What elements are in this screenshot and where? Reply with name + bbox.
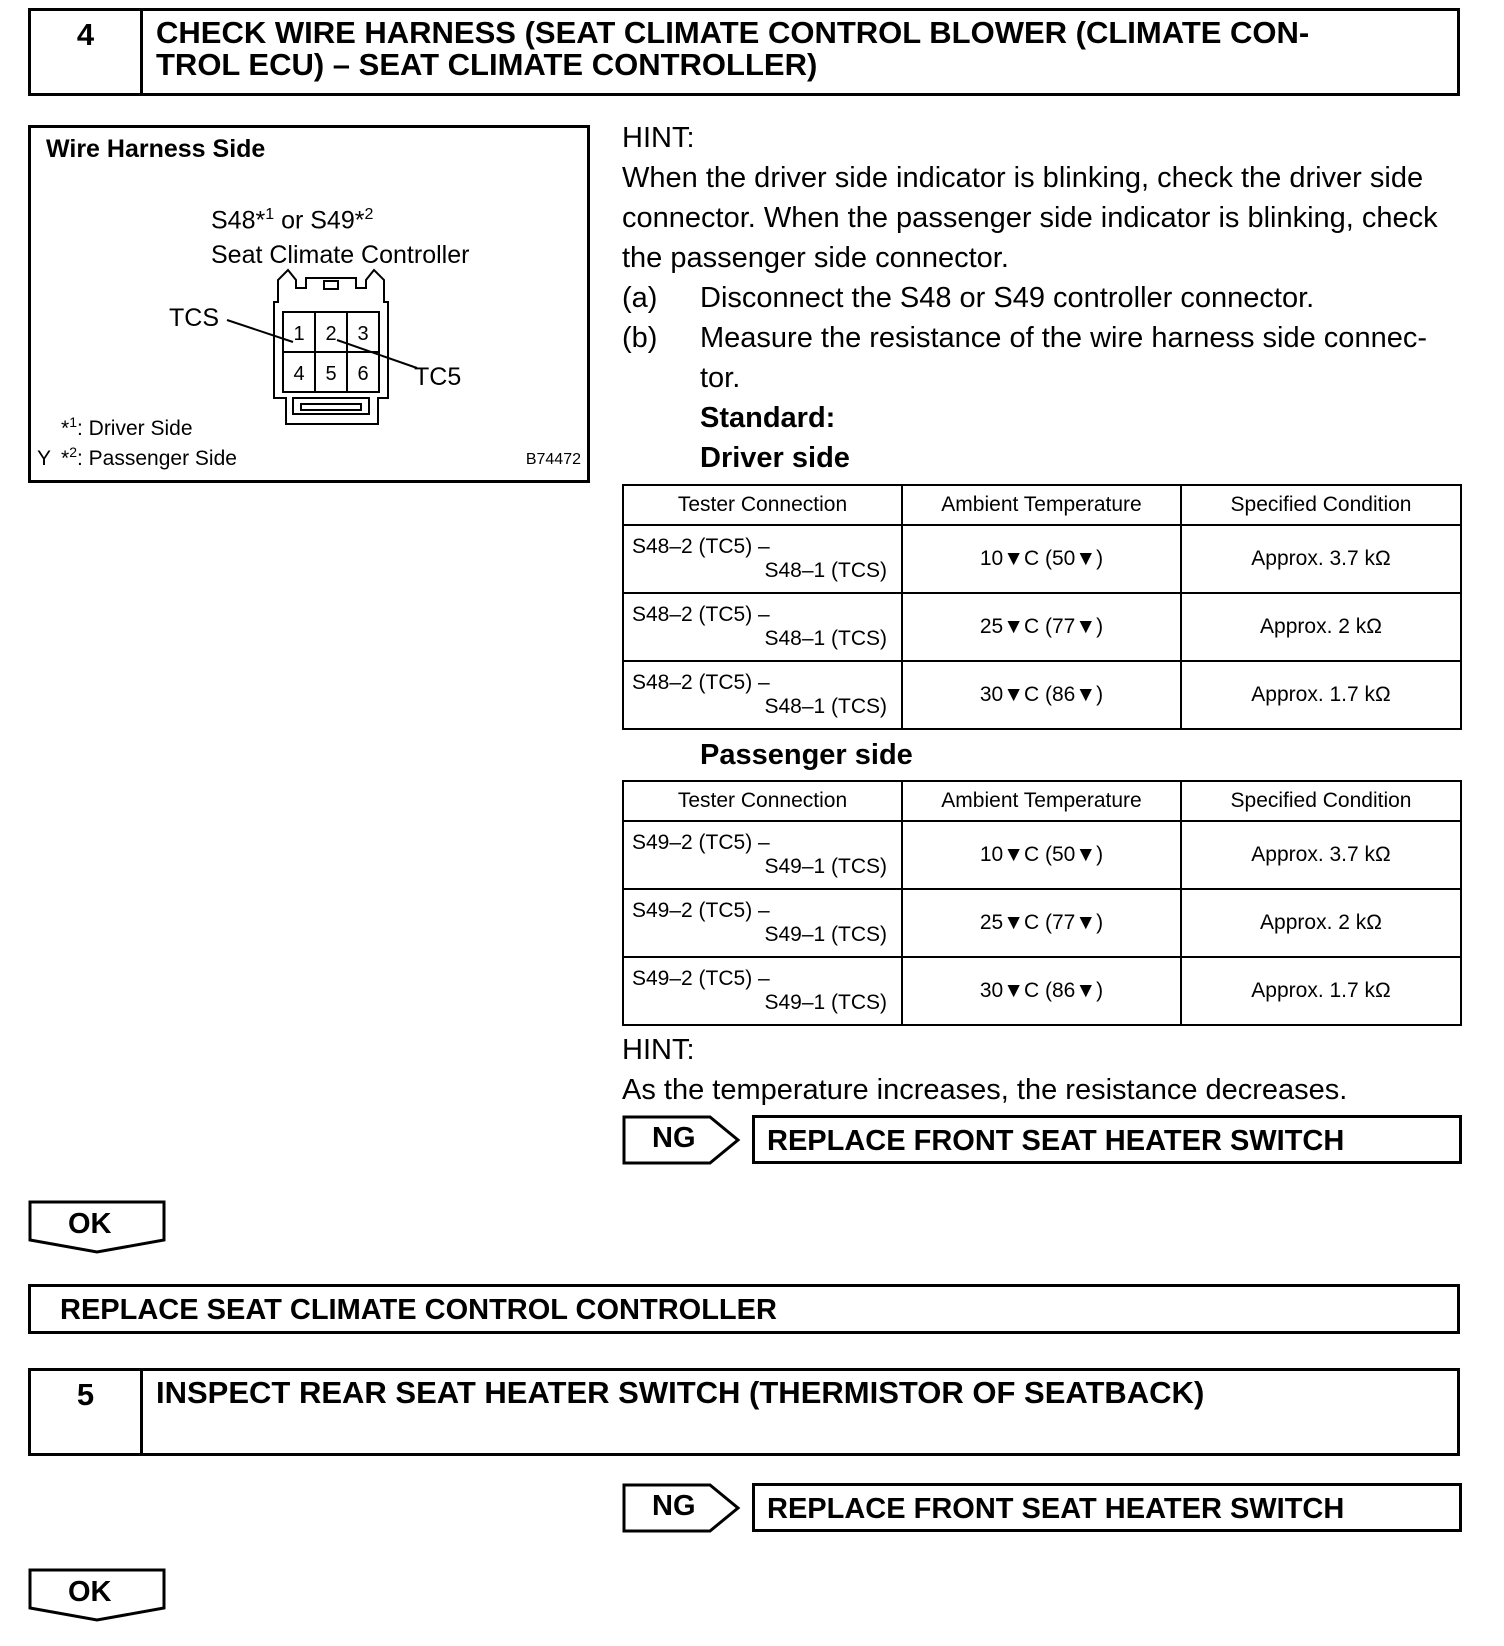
ng-branch-1 xyxy=(622,1115,1462,1165)
temperature-cell: 10▼C (50▼) xyxy=(902,821,1181,889)
hint2-text: As the temperature increases, the resistance decreases. xyxy=(622,1074,1348,1106)
tcs-label: TCS xyxy=(169,304,219,332)
ok-branch-2 xyxy=(28,1568,168,1624)
tester-connection-cell: S49–2 (TC5) – S49–1 (TCS) xyxy=(623,889,902,957)
ok-label: OK xyxy=(68,1208,112,1240)
diagram-title: Wire Harness Side xyxy=(46,135,266,163)
header-specified-condition: Specified Condition xyxy=(1181,485,1461,525)
header-specified-condition: Specified Condition xyxy=(1181,781,1461,821)
tester-connection-cell: S48–2 (TC5) – S48–1 (TCS) xyxy=(623,593,902,661)
ng-label: NG xyxy=(652,1490,696,1522)
step-title: CHECK WIRE HARNESS (SEAT CLIMATE CONTROL BLOWER (CLIMATE CON- TROL ECU) – SEAT CLIMATE CONTROLLER) xyxy=(156,15,1310,82)
temperature-cell: 10▼C (50▼) xyxy=(902,525,1181,593)
tester-connection-cell: S49–2 (TC5) – S49–1 (TCS) xyxy=(623,957,902,1025)
tester-connection-cell: S49–2 (TC5) – S49–1 (TCS) xyxy=(623,821,902,889)
passenger-side-table xyxy=(622,780,1462,1026)
pin-1: 1 xyxy=(293,323,305,345)
standard-label: Standard: xyxy=(700,402,836,434)
pin-4: 4 xyxy=(293,363,305,385)
step-a-text: Disconnect the S48 or S49 controller connector. xyxy=(700,282,1315,314)
table-row xyxy=(623,821,1461,889)
connector-name: S48*$^1$ or S49*$^2$ xyxy=(211,206,374,235)
step-number: 4 xyxy=(31,11,143,93)
tc5-label: TC5 xyxy=(414,363,462,391)
step-a-marker: (a) xyxy=(622,282,658,314)
hint-line-1: When the driver side indicator is blinking, check the driver side xyxy=(622,162,1424,194)
pin-5: 5 xyxy=(325,363,337,385)
tester-connection-cell: S48–2 (TC5) – S48–1 (TCS) xyxy=(623,661,902,729)
step-title: INSPECT REAR SEAT HEATER SWITCH (THERMISTOR OF SEATBACK) xyxy=(156,1375,1205,1410)
driver-side-label: Driver side xyxy=(700,442,850,474)
note-passenger-side: Y *$^2$: Passenger Side xyxy=(37,444,237,470)
table-row xyxy=(623,661,1461,729)
result-replace-controller: REPLACE SEAT CLIMATE CONTROL CONTROLLER xyxy=(28,1284,1460,1334)
passenger-side-label: Passenger side xyxy=(700,739,913,771)
ng-action: REPLACE FRONT SEAT HEATER SWITCH xyxy=(752,1115,1462,1164)
hint2-label: HINT: xyxy=(622,1034,695,1066)
ng-label: NG xyxy=(652,1122,696,1154)
condition-cell: Approx. 2 kΩ xyxy=(1181,889,1461,957)
note-driver-side: *$^1$: Driver Side xyxy=(61,414,193,440)
step-number: 5 xyxy=(31,1371,143,1453)
ng-action: REPLACE FRONT SEAT HEATER SWITCH xyxy=(752,1483,1462,1532)
condition-cell: Approx. 3.7 kΩ xyxy=(1181,821,1461,889)
step-5-header xyxy=(28,1368,1460,1456)
step-b-line-1: Measure the resistance of the wire harness side connec- xyxy=(700,322,1427,354)
header-ambient-temperature: Ambient Temperature xyxy=(902,781,1181,821)
header-tester-connection: Tester Connection xyxy=(623,781,902,821)
connector-description: Seat Climate Controller xyxy=(211,241,470,269)
step-4-header xyxy=(28,8,1460,96)
temperature-cell: 25▼C (77▼) xyxy=(902,889,1181,957)
ok-branch-1 xyxy=(28,1200,168,1256)
condition-cell: Approx. 1.7 kΩ xyxy=(1181,661,1461,729)
pin-2: 2 xyxy=(325,323,337,345)
table-header-row xyxy=(623,485,1461,525)
header-tester-connection: Tester Connection xyxy=(623,485,902,525)
temperature-cell: 25▼C (77▼) xyxy=(902,593,1181,661)
condition-cell: Approx. 1.7 kΩ xyxy=(1181,957,1461,1025)
hint-label: HINT: xyxy=(622,122,695,154)
header-ambient-temperature: Ambient Temperature xyxy=(902,485,1181,525)
table-row xyxy=(623,593,1461,661)
wire-harness-diagram xyxy=(28,125,590,483)
figure-code: B74472 xyxy=(525,451,581,468)
driver-side-table xyxy=(622,484,1462,730)
table-header-row xyxy=(623,781,1461,821)
condition-cell: Approx. 3.7 kΩ xyxy=(1181,525,1461,593)
table-row xyxy=(623,525,1461,593)
pin-6: 6 xyxy=(357,363,369,385)
step-b-marker: (b) xyxy=(622,322,658,354)
temperature-cell: 30▼C (86▼) xyxy=(902,957,1181,1025)
condition-cell: Approx. 2 kΩ xyxy=(1181,593,1461,661)
ok-label: OK xyxy=(68,1576,112,1608)
hint-line-2: connector. When the passenger side indicator is blinking, check xyxy=(622,202,1438,234)
hint-line-3: the passenger side connector. xyxy=(622,242,1009,274)
temperature-cell: 30▼C (86▼) xyxy=(902,661,1181,729)
step-b-line-2: tor. xyxy=(700,362,741,394)
pin-3: 3 xyxy=(357,323,369,345)
tester-connection-cell: S48–2 (TC5) – S48–1 (TCS) xyxy=(623,525,902,593)
table-row xyxy=(623,957,1461,1025)
ng-branch-2 xyxy=(622,1483,1462,1533)
table-row xyxy=(623,889,1461,957)
